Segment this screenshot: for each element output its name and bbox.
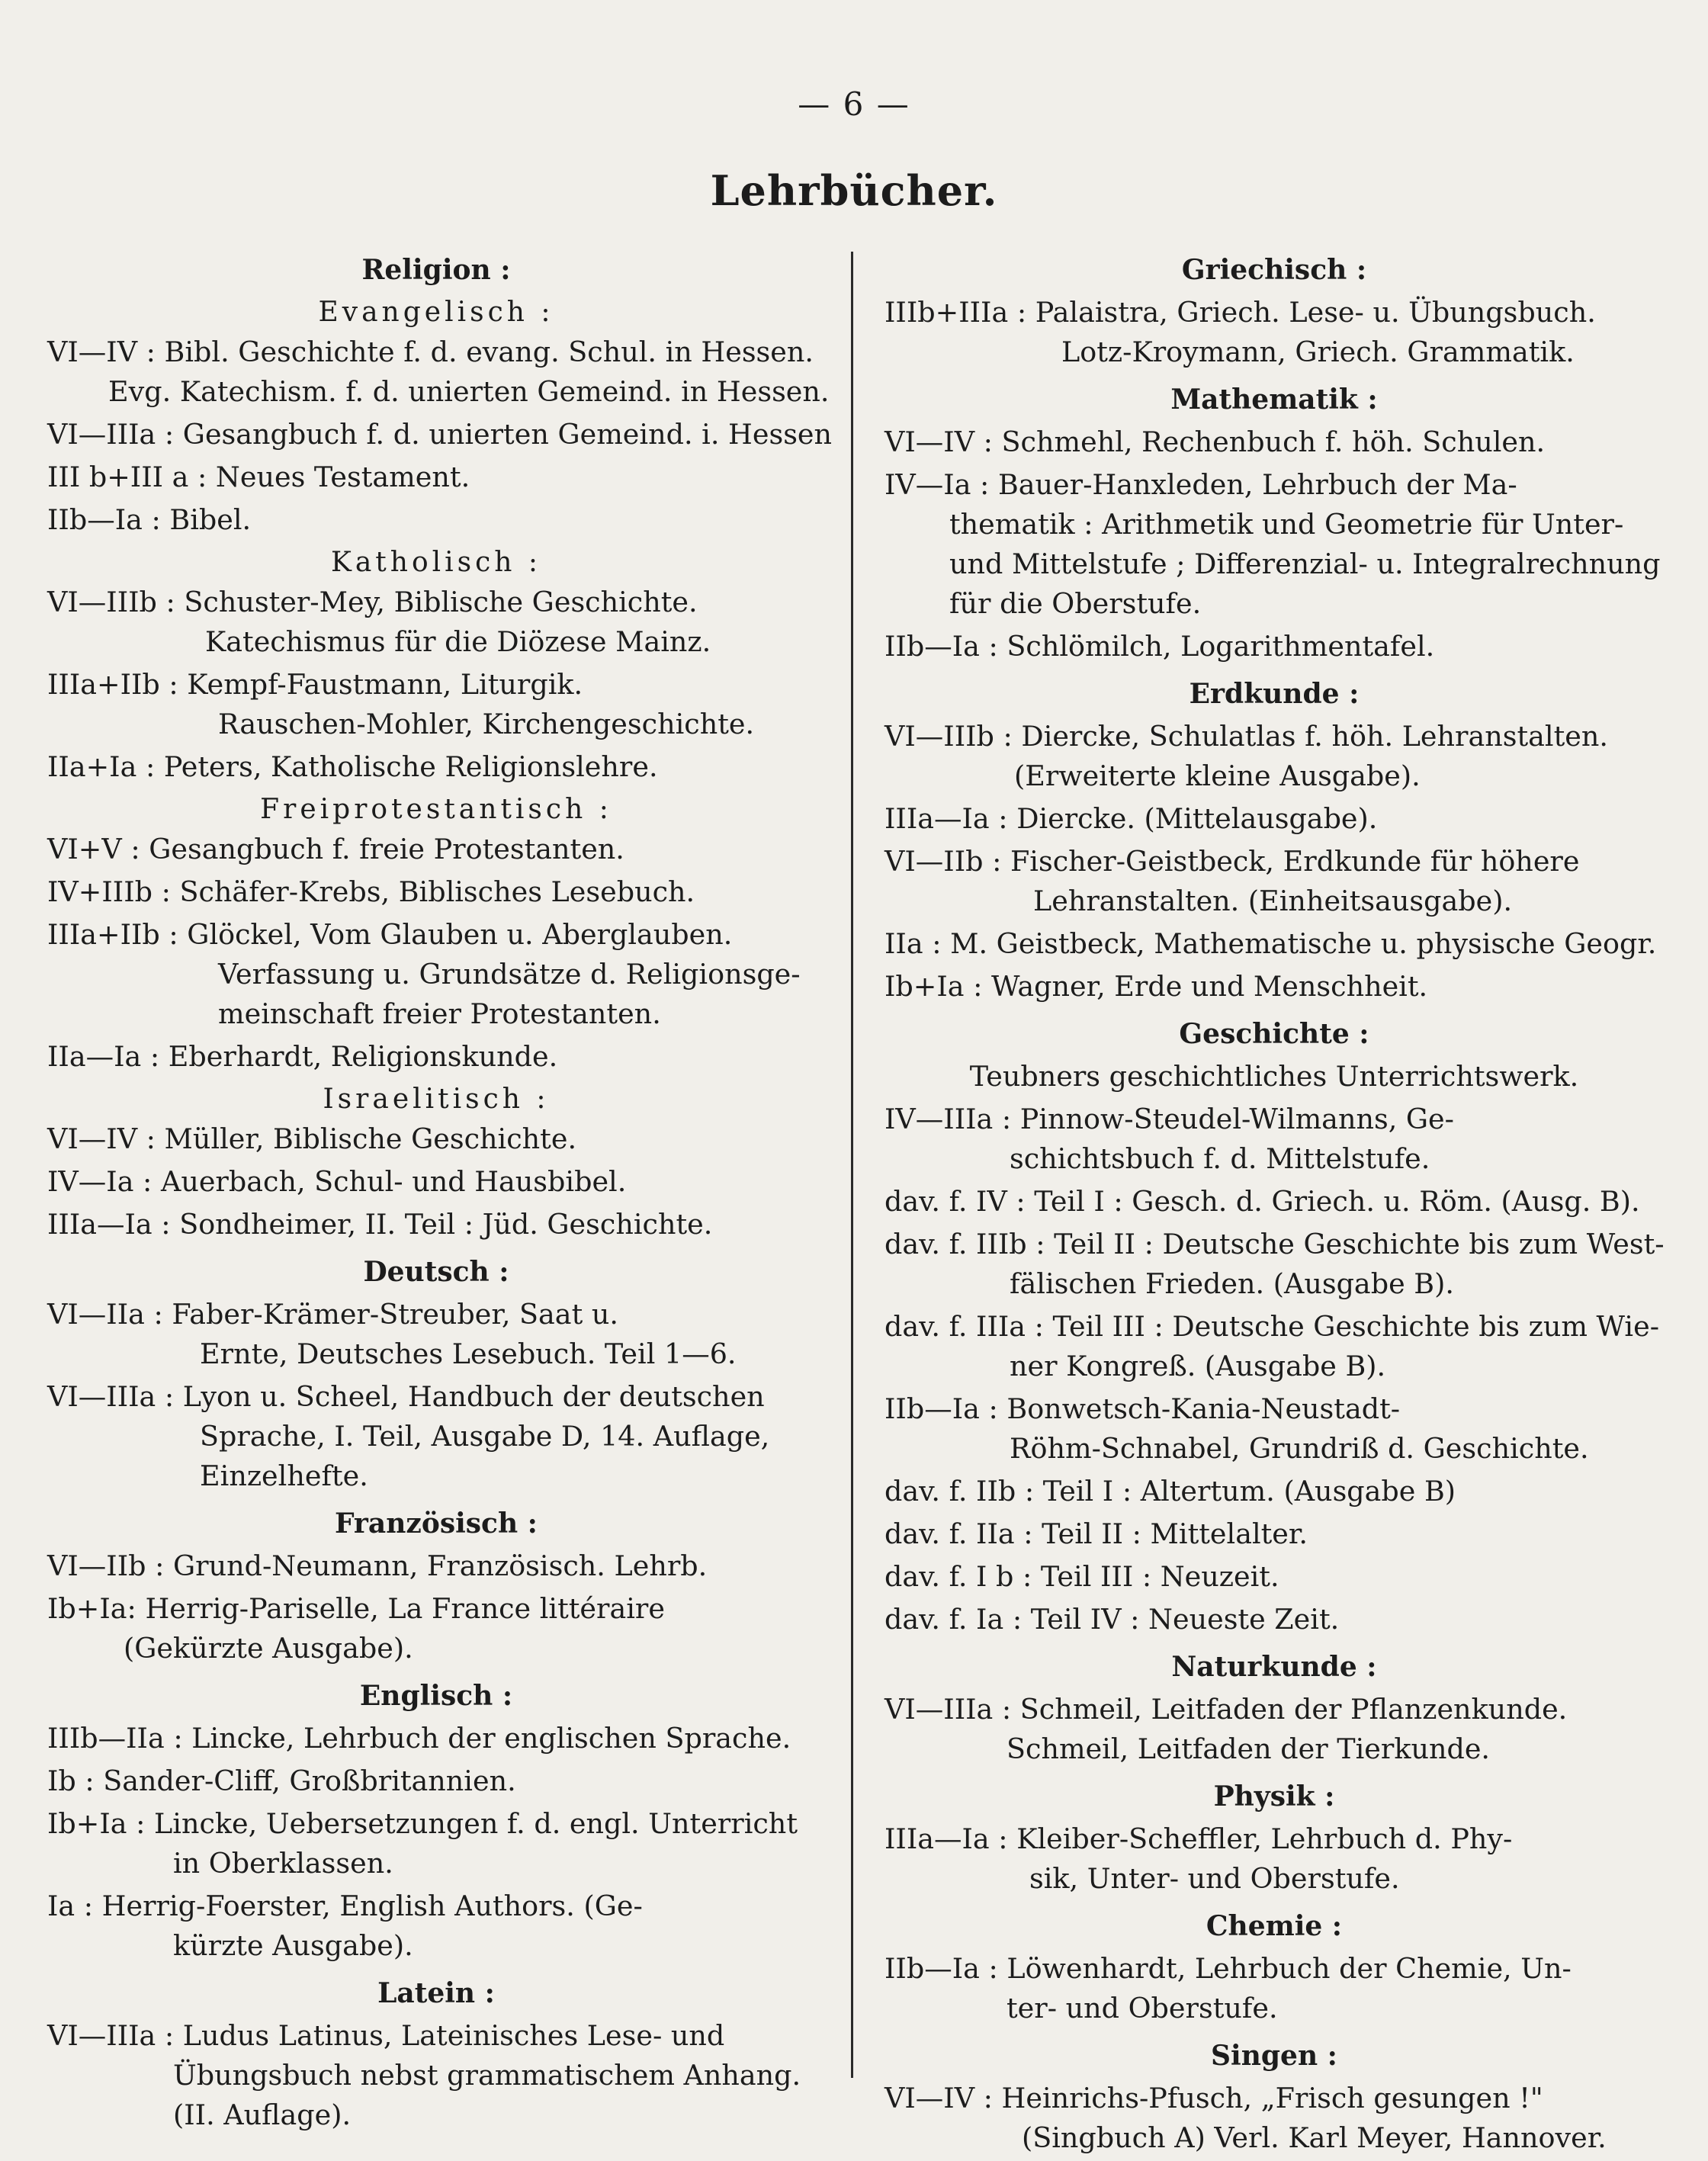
book-entry: VI—IIIa : Gesangbuch f. d. unierten Gemeind. i. Hessen [47, 418, 833, 451]
column-divider [851, 252, 853, 2078]
book-entry: IIb—Ia : Löwenhardt, Lehrbuch der Chemie, Un- ter- und Oberstufe. [884, 1952, 1572, 2025]
book-entry: III b+III a : Neues Testament. [47, 461, 470, 493]
section-heading-geschichte: Geschichte : [1179, 1018, 1369, 1050]
book-entry: VI—IIIb : Schuster-Mey, Biblische Geschichte. Katechismus für die Diözese Mainz. [47, 586, 711, 658]
book-entry: dav. f. I b : Teil III : Neuzeit. [884, 1560, 1279, 1593]
book-entry: IIIa—Ia : Diercke. (Mittelausgabe). [884, 802, 1378, 835]
section-heading-deutsch: Deutsch : [363, 1256, 509, 1288]
book-entry: Ia : Herrig-Foerster, English Authors. (Ge- kürzte Ausgabe). [47, 1890, 643, 1962]
book-entry: IIIa—Ia : Kleiber-Scheffler, Lehrbuch d. Phy- sik, Unter- und Oberstufe. [884, 1822, 1513, 1895]
book-entry: VI—IIIa : Lyon u. Scheel, Handbuch der deutschen Sprache, I. Teil, Ausgabe D, 14. Auflage, Einzelhefte. [47, 1380, 770, 1492]
book-entry: VI—IIIb : Diercke, Schulatlas f. höh. Lehranstalten. (Erweiterte kleine Ausgabe). [884, 720, 1608, 792]
book-entry: VI—IIa : Faber-Krämer-Streuber, Saat u. Ernte, Deutsches Lesebuch. Teil 1—6. [47, 1298, 737, 1370]
subheading-israelitisch: Israelitisch : [323, 1084, 550, 1115]
book-entry: VI—IIb : Grund-Neumann, Französisch. Lehrb. [47, 1549, 708, 1582]
book-entry: dav. f. Ia : Teil IV : Neueste Zeit. [884, 1603, 1340, 1636]
book-entry: IV—IIIa : Pinnow-Steudel-Wilmanns, Ge- schichtsbuch f. d. Mittelstufe. [884, 1103, 1454, 1175]
book-entry: Ib+Ia: Herrig-Pariselle, La France littéraire (Gekürzte Ausgabe). [47, 1592, 665, 1665]
book-entry: IIb—Ia : Bonwetsch-Kania-Neustadt- Röhm-Schnabel, Grundriß d. Geschichte. [884, 1392, 1589, 1465]
book-entry: IIa—Ia : Eberhardt, Religionskunde. [47, 1040, 558, 1073]
book-entry: IIIa—Ia : Sondheimer, II. Teil : Jüd. Geschichte. [47, 1208, 713, 1241]
book-entry: VI—IV : Schmehl, Rechenbuch f. höh. Schulen. [884, 425, 1546, 458]
section-heading-naturkunde: Naturkunde : [1171, 1651, 1377, 1683]
book-entry: IV—Ia : Auerbach, Schul- und Hausbibel. [47, 1165, 627, 1198]
page-title: Lehrbücher. [710, 166, 998, 215]
book-entry: IIb—Ia : Bibel. [47, 503, 252, 536]
book-entry: VI—IIIa : Ludus Latinus, Lateinisches Lese- und Übungsbuch nebst grammatischem Anhang. (II. Auflage). [47, 2019, 801, 2131]
book-entry: dav. f. IIIb : Teil II : Deutsche Geschichte bis zum West- fälischen Frieden. (Ausgabe B). [884, 1228, 1665, 1300]
book-entry: VI—IV : Heinrichs-Pfusch, „Frisch gesungen !" (Singbuch A) Verl. Karl Meyer, Hannover. [884, 2082, 1607, 2154]
section-heading-englisch: Englisch : [359, 1680, 513, 1712]
section-heading-erdkunde: Erdkunde : [1189, 678, 1360, 710]
book-entry: VI—IIIa : Schmeil, Leitfaden der Pflanzenkunde. Schmeil, Leitfaden der Tierkunde. [884, 1693, 1568, 1765]
section-heading-griechisch: Griechisch : [1181, 254, 1367, 286]
book-entry: Ib+Ia : Wagner, Erde und Menschheit. [884, 970, 1428, 1003]
section-heading-latein: Latein : [377, 1977, 495, 2009]
book-entry: VI—IV : Bibl. Geschichte f. d. evang. Schul. in Hessen. Evg. Katechism. f. d. unierten Gemeind. in Hessen. [47, 336, 830, 408]
book-entry: IIIb+IIIa : Palaistra, Griech. Lese- u. Übungsbuch. Lotz-Kroymann, Griech. Grammatik. [884, 296, 1596, 368]
book-entry: IIIb—IIa : Lincke, Lehrbuch der englischen Sprache. [47, 1722, 791, 1755]
book-entry: dav. f. IIa : Teil II : Mittelalter. [884, 1517, 1308, 1550]
book-entry: dav. f. IV : Teil I : Gesch. d. Griech. u. Röm. (Ausg. B). [884, 1185, 1640, 1218]
section-heading-franzoesisch: Französisch : [335, 1508, 538, 1540]
section-heading-physik: Physik : [1213, 1780, 1335, 1813]
section-heading-mathematik: Mathematik : [1170, 384, 1378, 416]
book-entry: dav. f. IIIa : Teil III : Deutsche Geschichte bis zum Wie- ner Kongreß. (Ausgabe B). [884, 1310, 1660, 1382]
book-entry: Teubners geschichtliches Unterrichtswerk. [969, 1060, 1579, 1093]
book-entry: VI+V : Gesangbuch f. freie Protestanten. [47, 833, 624, 865]
book-entry: VI—IIb : Fischer-Geistbeck, Erdkunde für höhere Lehranstalten. (Einheitsausgabe). [884, 845, 1580, 917]
book-entry: VI—IV : Müller, Biblische Geschichte. [47, 1122, 577, 1155]
book-entry: Ib+Ia : Lincke, Uebersetzungen f. d. engl. Unterricht in Oberklassen. [47, 1807, 798, 1880]
book-entry: IV—Ia : Bauer-Hanxleden, Lehrbuch der Ma- thematik : Arithmetik und Geometrie für Unter- und Mittelstufe ; Differenzial- u. Integralrechnung für die Oberstufe. [884, 468, 1661, 620]
section-heading-chemie: Chemie : [1206, 1910, 1343, 1942]
section-heading-singen: Singen : [1211, 2040, 1337, 2072]
book-entry: IV+IIIb : Schäfer-Krebs, Biblisches Lesebuch. [47, 875, 695, 908]
subheading-freiprotestantisch: Freiprotestantisch : [260, 794, 612, 825]
section-heading-religion: Religion : [361, 254, 511, 286]
page-number: — 6 — [798, 85, 910, 123]
subheading-katholisch: Katholisch : [330, 547, 542, 578]
book-entry: IIa : M. Geistbeck, Mathematische u. physische Geogr. [884, 927, 1657, 960]
book-entry: Ib : Sander-Cliff, Großbritannien. [47, 1764, 516, 1797]
book-entry: dav. f. IIb : Teil I : Altertum. (Ausgabe B) [884, 1475, 1456, 1508]
right-column [884, 242, 1664, 2161]
book-entry: IIIa+IIb : Glöckel, Vom Glauben u. Aberglauben. Verfassung u. Grundsätze d. Religionsge- meinschaft freier Protestanten. [47, 918, 801, 1030]
subheading-evangelisch: Evangelisch : [318, 297, 554, 328]
book-entry: IIb—Ia : Schlömilch, Logarithmentafel. [884, 630, 1435, 663]
book-entry: IIIa+IIb : Kempf-Faustmann, Liturgik. Rauschen-Mohler, Kirchengeschichte. [47, 668, 755, 740]
left-column [47, 242, 833, 2138]
book-entry: IIa+Ia : Peters, Katholische Religionslehre. [47, 750, 658, 783]
